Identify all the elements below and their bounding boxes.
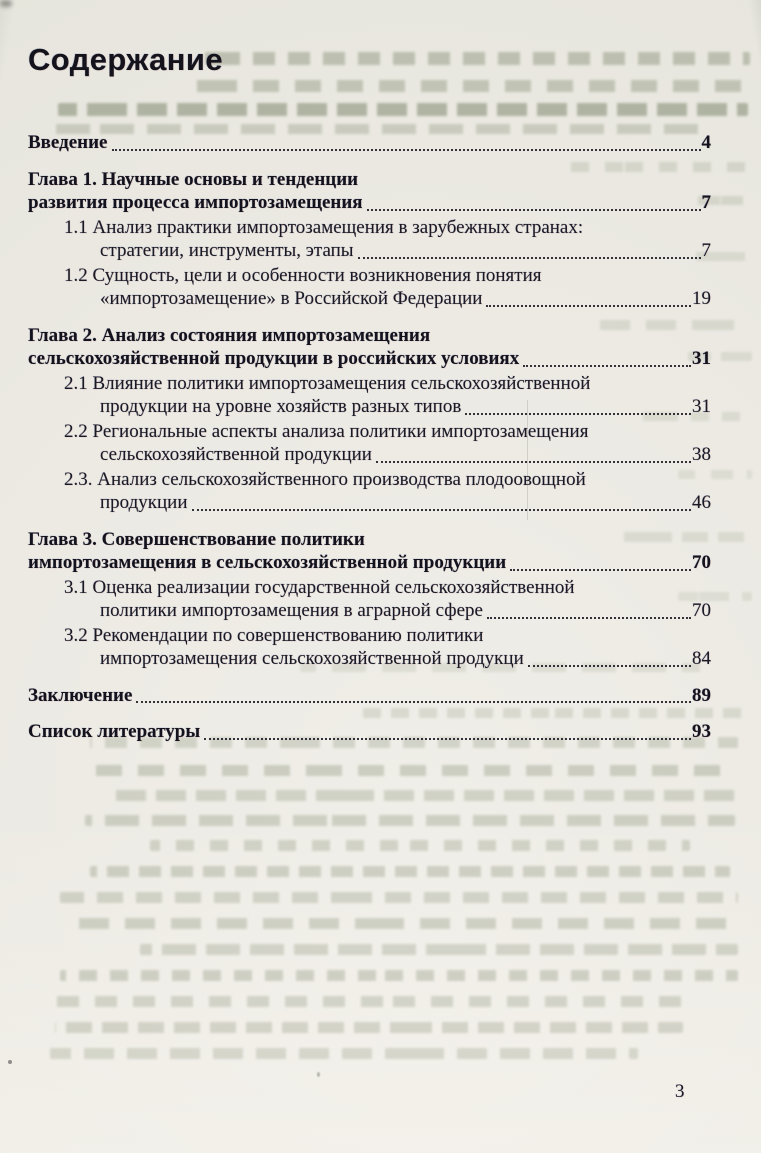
toc-line [28, 551, 711, 575]
toc-entry [28, 720, 711, 744]
toc-line [28, 324, 711, 348]
toc-entry-page-number: 7 [701, 192, 711, 213]
toc-line [28, 420, 711, 444]
toc-entry [28, 324, 711, 371]
dot-leader [192, 509, 691, 511]
dot-leader [376, 461, 691, 463]
toc-entry [28, 131, 711, 155]
bleedthrough-line [85, 815, 735, 826]
bleedthrough-line [58, 103, 748, 116]
bleedthrough-line [55, 1022, 683, 1033]
toc-line [28, 684, 711, 708]
bleedthrough-line [150, 840, 690, 851]
toc-line-text: развития процесса импортозамещения [28, 192, 363, 213]
scan-artifact [0, 0, 12, 7]
toc-entry-page-number: 70 [692, 552, 711, 573]
dot-leader [487, 617, 691, 619]
toc-entry-page-number: 4 [701, 132, 711, 153]
bleedthrough-line [205, 52, 750, 65]
toc-line [28, 191, 711, 215]
toc-entry [28, 468, 711, 515]
bleedthrough-line [95, 765, 735, 776]
toc-line [28, 216, 711, 240]
toc-entry [28, 420, 711, 467]
dot-leader [112, 149, 701, 151]
table-of-contents [28, 130, 711, 745]
dot-leader [486, 305, 691, 307]
toc-line-text: Список литературы [28, 721, 201, 742]
toc-line-text: 2.3. Анализ сельскохозяйственного производства плодоовощной [64, 468, 586, 490]
toc-line [28, 395, 711, 419]
toc-entry [28, 168, 711, 215]
toc-line-text: Глава 1. Научные основы и тенденции [28, 168, 359, 190]
dot-leader [528, 665, 691, 667]
toc-entry-page-number: 89 [692, 684, 711, 706]
toc-line [28, 372, 711, 396]
bleedthrough-line [50, 1048, 638, 1059]
toc-line-text: Глава 2. Анализ состояния импортозамещения [28, 324, 431, 346]
toc-line-text: «импортозамещение» в Российской Федерации [100, 288, 483, 309]
toc-entry-page-number: 31 [692, 396, 711, 417]
dot-leader [510, 569, 691, 571]
page-number: 3 [675, 1081, 685, 1102]
scan-artifact [8, 1060, 12, 1064]
toc-line [28, 239, 711, 263]
toc-line-text: 2.1 Влияние политики импортозамещения сельскохозяйственной [64, 372, 591, 394]
toc-line [28, 576, 711, 600]
dot-leader [367, 209, 701, 211]
toc-entry [28, 264, 711, 311]
toc-line-text: импортозамещения сельскохозяйственной продукци [100, 648, 524, 669]
toc-entry [28, 528, 711, 575]
toc-entry-page-number: 38 [692, 444, 711, 465]
bleedthrough-line [75, 918, 738, 929]
bleedthrough-line [60, 892, 738, 903]
dot-leader [523, 365, 691, 367]
toc-line-text: политики импортозамещения в аграрной сфере [100, 600, 483, 621]
toc-entry-page-number: 46 [692, 492, 711, 513]
toc-line [28, 264, 711, 288]
toc-entry [28, 372, 711, 419]
toc-line-text: 2.2 Региональные аспекты анализа политики импортозамещения [64, 420, 589, 442]
toc-line-text: Глава 3. Совершенствование политики [28, 528, 365, 550]
toc-entry-page-number: 70 [692, 600, 711, 621]
toc-line-text: продукции [100, 492, 188, 513]
dot-leader [204, 738, 691, 740]
toc-line-text: стратегии, инструменты, этапы [100, 240, 354, 261]
toc-line [28, 528, 711, 552]
toc-entry-page-number: 19 [692, 288, 711, 309]
toc-entry-page-number: 93 [692, 721, 711, 742]
toc-line [28, 720, 711, 744]
toc-line [28, 624, 711, 648]
bleedthrough-line [55, 996, 695, 1007]
toc-entry-page-number: 31 [692, 348, 711, 369]
toc-entry-page-number: 7 [701, 240, 711, 261]
bleedthrough-line [90, 866, 730, 877]
toc-line [28, 131, 711, 155]
scan-artifact [317, 1072, 320, 1077]
toc-line-text: 1.2 Сущность, цели и особенности возникновения понятия [64, 264, 542, 286]
toc-line [28, 168, 711, 192]
toc-line-text: Заключение [28, 684, 133, 706]
toc-line-text: продукции на уровне хозяйств разных типов [100, 396, 462, 417]
dot-leader [465, 413, 691, 415]
toc-entry [28, 684, 711, 708]
bleedthrough-line [110, 790, 738, 801]
toc-entry [28, 216, 711, 263]
toc-line [28, 347, 711, 371]
toc-line [28, 647, 711, 671]
bleedthrough-line [140, 944, 738, 955]
toc-line [28, 491, 711, 515]
toc-line-text: сельскохозяйственной продукции в российских условиях [28, 348, 520, 369]
dot-leader [136, 701, 691, 703]
bleedthrough-line [185, 80, 745, 92]
toc-line-text: Введение [28, 132, 108, 153]
dot-leader [358, 257, 701, 259]
toc-line-text: 3.1 Оценка реализации государственной сельскохозяйственной [64, 576, 575, 598]
toc-line [28, 443, 711, 467]
toc-line [28, 287, 711, 311]
toc-line-text: импортозамещения в сельскохозяйственной продукции [28, 552, 507, 573]
toc-line [28, 468, 711, 492]
page-title: Содержание [28, 42, 223, 77]
toc-line-text: 1.1 Анализ практики импортозамещения в зарубежных странах: [64, 216, 584, 238]
toc-line-text: сельскохозяйственной продукции [100, 444, 372, 465]
toc-line [28, 599, 711, 623]
toc-entry [28, 576, 711, 623]
toc-entry-page-number: 84 [692, 648, 711, 669]
toc-line-text: 3.2 Рекомендации по совершенствованию политики [64, 624, 484, 646]
bleedthrough-line [60, 970, 738, 981]
toc-entry [28, 624, 711, 671]
